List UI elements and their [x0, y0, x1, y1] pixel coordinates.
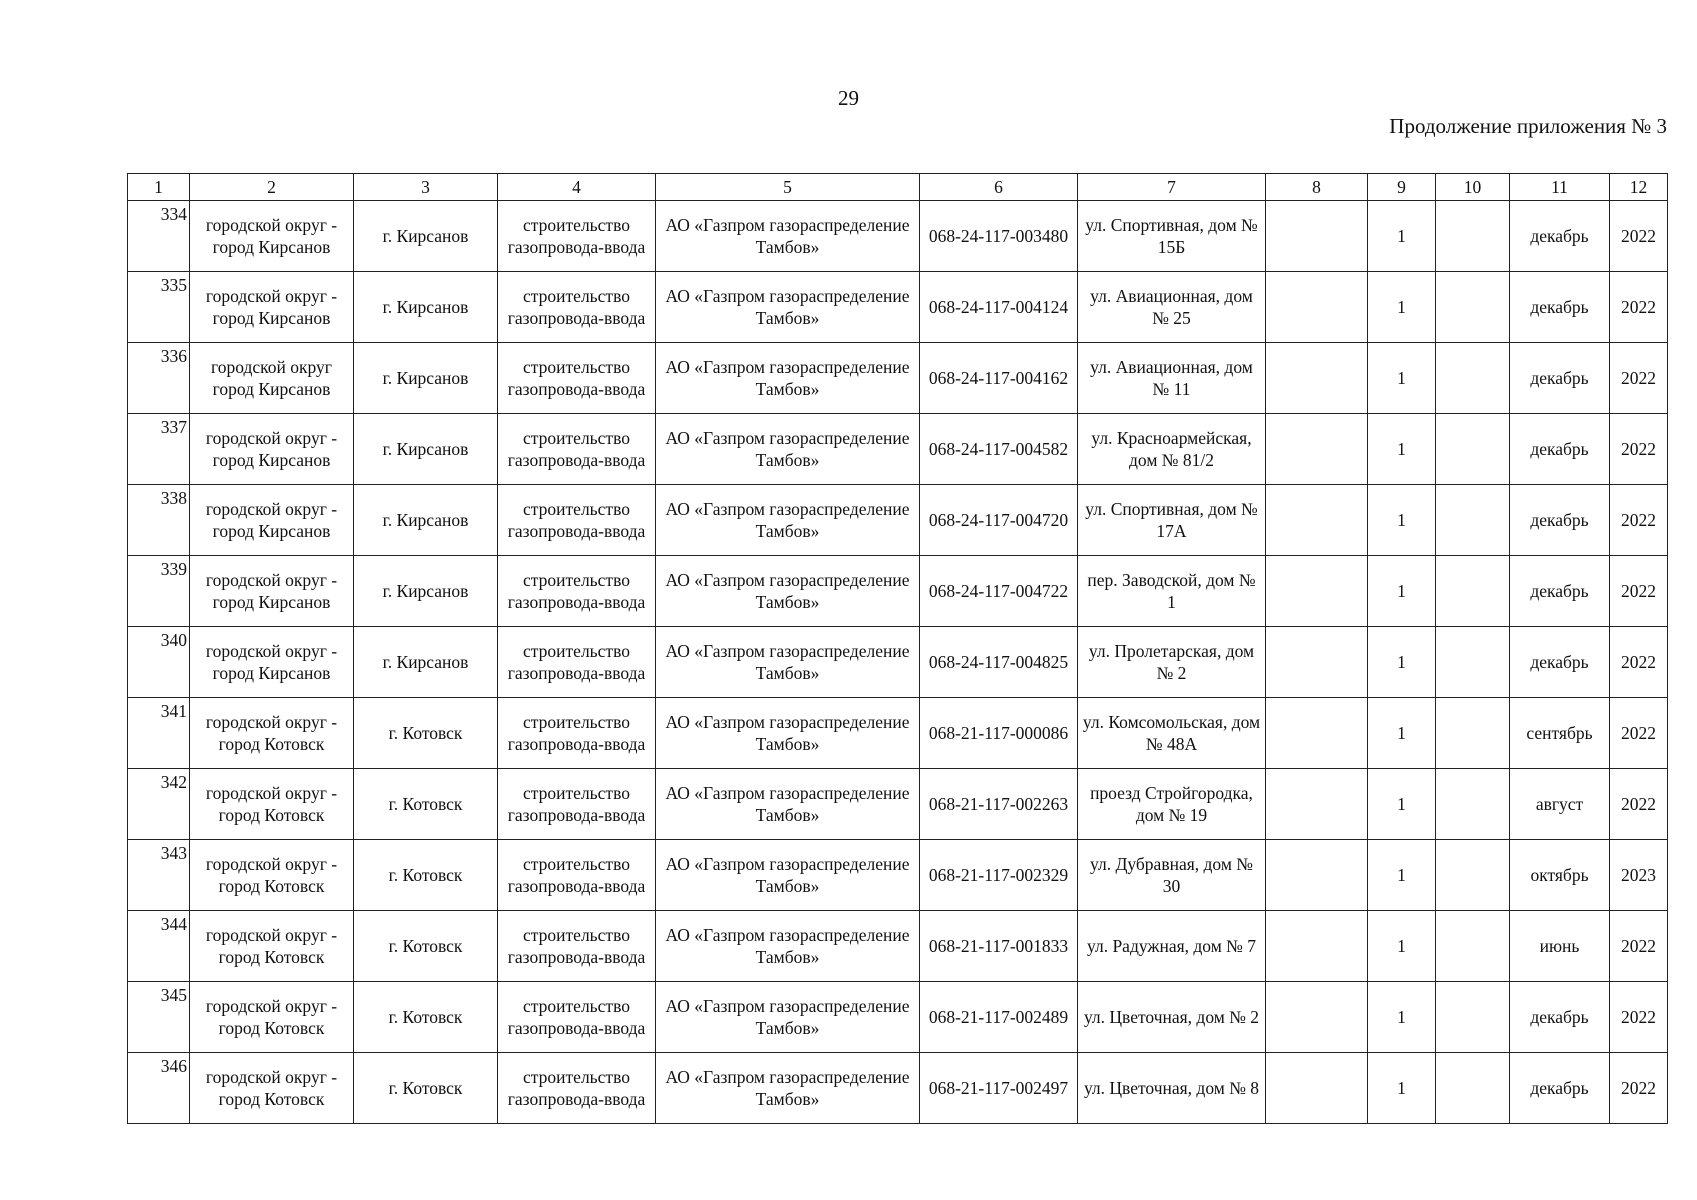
locality-cell: г. Котовск	[354, 911, 498, 982]
locality-cell: г. Кирсанов	[354, 343, 498, 414]
object-code-cell: 068-24-117-004162	[920, 343, 1078, 414]
month-cell: октябрь	[1510, 840, 1610, 911]
col8-cell	[1266, 201, 1368, 272]
month-cell: декабрь	[1510, 272, 1610, 343]
work-type-cell: строительство газопровода-ввода	[498, 840, 656, 911]
table-header	[128, 174, 1668, 201]
table-row	[128, 343, 1668, 414]
col8-cell	[1266, 1053, 1368, 1124]
column-header: 8	[1266, 174, 1368, 201]
quantity-cell: 1	[1368, 201, 1436, 272]
object-code-cell: 068-24-117-004722	[920, 556, 1078, 627]
col10-cell	[1436, 1053, 1510, 1124]
month-cell: декабрь	[1510, 982, 1610, 1053]
locality-cell: г. Котовск	[354, 840, 498, 911]
col10-cell	[1436, 982, 1510, 1053]
organization-cell: АО «Газпром газораспределение Тамбов»	[656, 485, 920, 556]
column-header: 7	[1078, 174, 1266, 201]
year-cell: 2022	[1610, 272, 1668, 343]
col10-cell	[1436, 627, 1510, 698]
work-type-cell: строительство газопровода-ввода	[498, 769, 656, 840]
quantity-cell: 1	[1368, 627, 1436, 698]
column-header: 1	[128, 174, 190, 201]
object-code-cell: 068-21-117-002489	[920, 982, 1078, 1053]
col8-cell	[1266, 840, 1368, 911]
quantity-cell: 1	[1368, 769, 1436, 840]
month-cell: сентябрь	[1510, 698, 1610, 769]
address-cell: ул. Дубравная, дом № 30	[1078, 840, 1266, 911]
column-header: 5	[656, 174, 920, 201]
col8-cell	[1266, 272, 1368, 343]
row-number: 339	[128, 556, 190, 627]
object-code-cell: 068-24-117-004124	[920, 272, 1078, 343]
organization-cell: АО «Газпром газораспределение Тамбов»	[656, 698, 920, 769]
district-cell: городской округ - город Котовск	[190, 1053, 354, 1124]
row-number: 341	[128, 698, 190, 769]
col8-cell	[1266, 627, 1368, 698]
year-cell: 2022	[1610, 769, 1668, 840]
month-cell: июнь	[1510, 911, 1610, 982]
work-type-cell: строительство газопровода-ввода	[498, 556, 656, 627]
table-body	[128, 201, 1668, 1124]
organization-cell: АО «Газпром газораспределение Тамбов»	[656, 627, 920, 698]
work-type-cell: строительство газопровода-ввода	[498, 982, 656, 1053]
month-cell: август	[1510, 769, 1610, 840]
work-type-cell: строительство газопровода-ввода	[498, 911, 656, 982]
quantity-cell: 1	[1368, 485, 1436, 556]
table-row	[128, 272, 1668, 343]
month-cell: декабрь	[1510, 1053, 1610, 1124]
object-code-cell: 068-24-117-004582	[920, 414, 1078, 485]
table-row	[128, 769, 1668, 840]
row-number: 338	[128, 485, 190, 556]
work-type-cell: строительство газопровода-ввода	[498, 272, 656, 343]
year-cell: 2022	[1610, 414, 1668, 485]
object-code-cell: 068-21-117-000086	[920, 698, 1078, 769]
row-number: 337	[128, 414, 190, 485]
row-number: 336	[128, 343, 190, 414]
col10-cell	[1436, 272, 1510, 343]
year-cell: 2022	[1610, 698, 1668, 769]
col8-cell	[1266, 343, 1368, 414]
month-cell: декабрь	[1510, 485, 1610, 556]
col8-cell	[1266, 769, 1368, 840]
organization-cell: АО «Газпром газораспределение Тамбов»	[656, 201, 920, 272]
month-cell: декабрь	[1510, 414, 1610, 485]
col10-cell	[1436, 414, 1510, 485]
column-header: 4	[498, 174, 656, 201]
object-code-cell: 068-21-117-002497	[920, 1053, 1078, 1124]
row-number: 343	[128, 840, 190, 911]
object-code-cell: 068-21-117-001833	[920, 911, 1078, 982]
column-header: 2	[190, 174, 354, 201]
locality-cell: г. Кирсанов	[354, 201, 498, 272]
row-number: 342	[128, 769, 190, 840]
year-cell: 2022	[1610, 911, 1668, 982]
district-cell: городской округ - город Кирсанов	[190, 201, 354, 272]
locality-cell: г. Кирсанов	[354, 556, 498, 627]
work-type-cell: строительство газопровода-ввода	[498, 343, 656, 414]
organization-cell: АО «Газпром газораспределение Тамбов»	[656, 1053, 920, 1124]
table-row	[128, 1053, 1668, 1124]
table-row	[128, 911, 1668, 982]
col10-cell	[1436, 911, 1510, 982]
column-header: 3	[354, 174, 498, 201]
col8-cell	[1266, 911, 1368, 982]
table-row	[128, 840, 1668, 911]
address-cell: ул. Цветочная, дом № 8	[1078, 1053, 1266, 1124]
continuation-note: Продолжение приложения № 3	[1389, 114, 1667, 138]
work-type-cell: строительство газопровода-ввода	[498, 627, 656, 698]
year-cell: 2022	[1610, 485, 1668, 556]
address-cell: пер. Заводской, дом № 1	[1078, 556, 1266, 627]
object-code-cell: 068-21-117-002329	[920, 840, 1078, 911]
organization-cell: АО «Газпром газораспределение Тамбов»	[656, 840, 920, 911]
year-cell: 2022	[1610, 201, 1668, 272]
table-row	[128, 201, 1668, 272]
quantity-cell: 1	[1368, 911, 1436, 982]
district-cell: городской округ - город Котовск	[190, 911, 354, 982]
object-code-cell: 068-21-117-002263	[920, 769, 1078, 840]
organization-cell: АО «Газпром газораспределение Тамбов»	[656, 343, 920, 414]
col10-cell	[1436, 698, 1510, 769]
month-cell: декабрь	[1510, 343, 1610, 414]
district-cell: городской округ - город Кирсанов	[190, 556, 354, 627]
row-number: 335	[128, 272, 190, 343]
year-cell: 2022	[1610, 1053, 1668, 1124]
work-type-cell: строительство газопровода-ввода	[498, 485, 656, 556]
column-header: 6	[920, 174, 1078, 201]
district-cell: городской округ - город Котовск	[190, 982, 354, 1053]
column-header: 9	[1368, 174, 1436, 201]
quantity-cell: 1	[1368, 982, 1436, 1053]
col10-cell	[1436, 769, 1510, 840]
year-cell: 2022	[1610, 556, 1668, 627]
address-cell: ул. Спортивная, дом № 17А	[1078, 485, 1266, 556]
col10-cell	[1436, 485, 1510, 556]
quantity-cell: 1	[1368, 556, 1436, 627]
col10-cell	[1436, 840, 1510, 911]
table-row	[128, 627, 1668, 698]
address-cell: ул. Радужная, дом № 7	[1078, 911, 1266, 982]
col8-cell	[1266, 414, 1368, 485]
address-cell: ул. Красноармейская, дом № 81/2	[1078, 414, 1266, 485]
table-row	[128, 556, 1668, 627]
header-row	[128, 174, 1668, 201]
work-type-cell: строительство газопровода-ввода	[498, 201, 656, 272]
quantity-cell: 1	[1368, 343, 1436, 414]
district-cell: городской округ - город Кирсанов	[190, 272, 354, 343]
row-number: 345	[128, 982, 190, 1053]
object-code-cell: 068-24-117-004720	[920, 485, 1078, 556]
locality-cell: г. Котовск	[354, 698, 498, 769]
quantity-cell: 1	[1368, 1053, 1436, 1124]
locality-cell: г. Котовск	[354, 982, 498, 1053]
table-row	[128, 485, 1668, 556]
column-header: 11	[1510, 174, 1610, 201]
quantity-cell: 1	[1368, 414, 1436, 485]
district-cell: городской округ - город Кирсанов	[190, 414, 354, 485]
object-code-cell: 068-24-117-003480	[920, 201, 1078, 272]
locality-cell: г. Кирсанов	[354, 272, 498, 343]
organization-cell: АО «Газпром газораспределение Тамбов»	[656, 556, 920, 627]
work-type-cell: строительство газопровода-ввода	[498, 1053, 656, 1124]
district-cell: городской округ - город Кирсанов	[190, 627, 354, 698]
quantity-cell: 1	[1368, 698, 1436, 769]
work-type-cell: строительство газопровода-ввода	[498, 698, 656, 769]
column-header: 10	[1436, 174, 1510, 201]
address-cell: ул. Цветочная, дом № 2	[1078, 982, 1266, 1053]
address-cell: проезд Стройгородка, дом № 19	[1078, 769, 1266, 840]
address-cell: ул. Авиационная, дом № 11	[1078, 343, 1266, 414]
column-header: 12	[1610, 174, 1668, 201]
col8-cell	[1266, 556, 1368, 627]
organization-cell: АО «Газпром газораспределение Тамбов»	[656, 982, 920, 1053]
col8-cell	[1266, 982, 1368, 1053]
organization-cell: АО «Газпром газораспределение Тамбов»	[656, 911, 920, 982]
locality-cell: г. Котовск	[354, 769, 498, 840]
month-cell: декабрь	[1510, 201, 1610, 272]
locality-cell: г. Кирсанов	[354, 485, 498, 556]
address-cell: ул. Авиационная, дом № 25	[1078, 272, 1266, 343]
organization-cell: АО «Газпром газораспределение Тамбов»	[656, 272, 920, 343]
col10-cell	[1436, 201, 1510, 272]
organization-cell: АО «Газпром газораспределение Тамбов»	[656, 769, 920, 840]
locality-cell: г. Кирсанов	[354, 627, 498, 698]
quantity-cell: 1	[1368, 272, 1436, 343]
table-row	[128, 414, 1668, 485]
district-cell: городской округ - город Котовск	[190, 769, 354, 840]
address-cell: ул. Пролетарская, дом № 2	[1078, 627, 1266, 698]
col10-cell	[1436, 556, 1510, 627]
year-cell: 2022	[1610, 982, 1668, 1053]
row-number: 334	[128, 201, 190, 272]
object-code-cell: 068-24-117-004825	[920, 627, 1078, 698]
address-cell: ул. Спортивная, дом № 15Б	[1078, 201, 1266, 272]
table-row	[128, 698, 1668, 769]
district-cell: городской округ - город Котовск	[190, 698, 354, 769]
address-cell: ул. Комсомольская, дом № 48А	[1078, 698, 1266, 769]
month-cell: декабрь	[1510, 627, 1610, 698]
table-row	[128, 982, 1668, 1053]
col10-cell	[1436, 343, 1510, 414]
year-cell: 2022	[1610, 343, 1668, 414]
row-number: 346	[128, 1053, 190, 1124]
row-number: 344	[128, 911, 190, 982]
district-cell: городской округ - город Котовск	[190, 840, 354, 911]
col8-cell	[1266, 485, 1368, 556]
year-cell: 2022	[1610, 627, 1668, 698]
page-number: 29	[838, 86, 859, 110]
col8-cell	[1266, 698, 1368, 769]
locality-cell: г. Кирсанов	[354, 414, 498, 485]
registry-table	[127, 173, 1668, 1124]
row-number: 340	[128, 627, 190, 698]
quantity-cell: 1	[1368, 840, 1436, 911]
year-cell: 2023	[1610, 840, 1668, 911]
organization-cell: АО «Газпром газораспределение Тамбов»	[656, 414, 920, 485]
district-cell: городской округ - город Кирсанов	[190, 485, 354, 556]
district-cell: городской округ город Кирсанов	[190, 343, 354, 414]
month-cell: декабрь	[1510, 556, 1610, 627]
locality-cell: г. Котовск	[354, 1053, 498, 1124]
work-type-cell: строительство газопровода-ввода	[498, 414, 656, 485]
